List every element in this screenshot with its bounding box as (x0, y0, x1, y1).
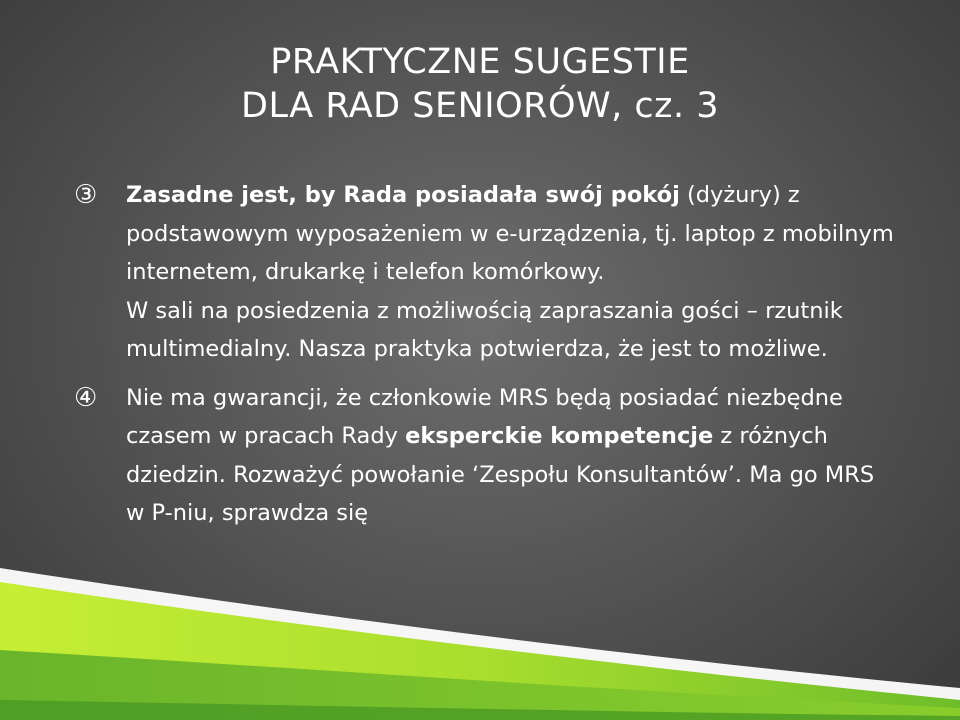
title-line-2: DLA RAD SENIORÓW, cz. 3 (241, 86, 719, 126)
body-text: Nie ma gwarancji, że członkowie MRS będą posiadać niezbędne czasem w pracach Rady (126, 384, 843, 449)
list-item-text (126, 176, 894, 369)
content-list (74, 176, 894, 543)
list-item (74, 176, 894, 369)
circled-number-4-icon: ④ (74, 382, 98, 413)
list-item-text (126, 379, 894, 533)
body-text: (dyżury) z podstawowym wyposażeniem w e-urządzenia, tj. laptop z mobilnym internetem, drukarkę i telefon komórkowy. (126, 182, 894, 285)
circled-number-3-icon: ③ (74, 180, 98, 210)
bold-phrase: Zasadne jest, by Rada posiadała swój pokój (126, 182, 680, 208)
body-text: W sali na posiedzenia z możliwością zapraszania gości – rzutnik multimedialny. Nasza praktyka potwierdza, że jest to możliwe. (126, 297, 843, 362)
body-text: z różnych dziedzin. Rozważyć powołanie ‘Zespołu Konsultantów’. Ma go MRS w P-niu, sprawdza się (126, 423, 875, 526)
title-line-1: PRAKTYCZNE SUGESTIE (270, 42, 690, 82)
list-item (74, 379, 894, 533)
bold-phrase: eksperckie kompetencje (405, 423, 714, 449)
slide-title (0, 40, 960, 128)
